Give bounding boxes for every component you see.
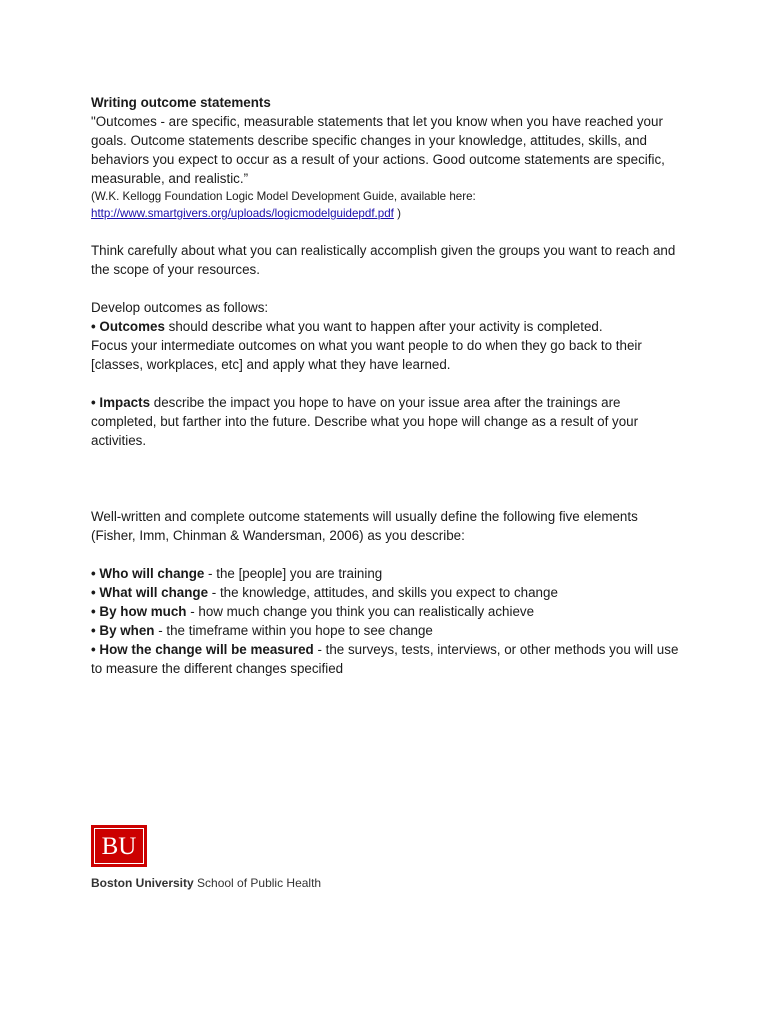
school-wordmark bbox=[91, 876, 321, 890]
citation-text: (W.K. Kellogg Foundation Logic Model Development Guide, available here: bbox=[91, 190, 476, 203]
outcomes-quote: "Outcomes - are specific, measurable statements that let you know when you have reached your goals. Outcome statements describe specific changes in your knowledge, attitudes, skills, and behaviors you expect to occur as a result of your actions. Good outcome statements are specific, measurable, and realistic.” bbox=[91, 114, 665, 186]
impacts-text: describe the impact you hope to have on your issue area after the trainings are completed, but farther into the future. Describe what you hope will change as a result of your activities. bbox=[91, 395, 639, 448]
list-item bbox=[91, 583, 681, 602]
element-term: By when bbox=[99, 623, 155, 638]
bullet-mark: • bbox=[91, 642, 100, 657]
list-item bbox=[91, 564, 681, 583]
bullet-mark: • bbox=[91, 623, 100, 638]
spacer bbox=[91, 222, 681, 241]
think-paragraph: Think carefully about what you can realistically accomplish given the groups you want to reach and the scope of your resources. bbox=[91, 243, 676, 277]
focus-paragraph: Focus your intermediate outcomes on what you want people to do when they go back to their [classes, workplaces, etc] and apply what they have learned. bbox=[91, 338, 642, 372]
list-item bbox=[91, 621, 681, 640]
bullet-mark: • bbox=[91, 604, 100, 619]
document-body bbox=[91, 93, 681, 678]
spacer bbox=[91, 545, 681, 564]
elements-list bbox=[91, 564, 681, 678]
document-heading: Writing outcome statements bbox=[91, 95, 271, 110]
outcomes-term: Outcomes bbox=[99, 319, 165, 334]
list-item bbox=[91, 640, 681, 678]
citation-close: ) bbox=[393, 207, 401, 220]
element-term: Who will change bbox=[99, 566, 205, 581]
university-name: Boston University bbox=[91, 876, 194, 890]
wellwritten-paragraph: Well-written and complete outcome statements will usually define the following five elements (Fisher, Imm, Chinman & Wandersman, 2006) as you describe: bbox=[91, 509, 638, 543]
develop-intro: Develop outcomes as follows: bbox=[91, 300, 269, 315]
bu-logo bbox=[91, 825, 147, 867]
impacts-term: Impacts bbox=[99, 395, 151, 410]
citation bbox=[91, 188, 681, 222]
citation-link[interactable]: http://www.smartgivers.org/uploads/logicmodelguidepdf.pdf bbox=[91, 207, 394, 220]
element-text: - the knowledge, attitudes, and skills you expect to change bbox=[208, 585, 558, 600]
spacer bbox=[91, 374, 681, 393]
element-text: - the surveys, tests, interviews, or other methods you will use to measure the different changes specified bbox=[91, 642, 679, 676]
element-term: How the change will be measured bbox=[99, 642, 314, 657]
impacts-bullet bbox=[91, 393, 681, 450]
element-text: - how much change you think you can realistically achieve bbox=[186, 604, 535, 619]
bu-logo-mark: BU bbox=[94, 828, 144, 864]
bullet-mark: • bbox=[91, 319, 100, 334]
school-name: School of Public Health bbox=[193, 876, 322, 890]
bullet-mark: • bbox=[91, 395, 100, 410]
bullet-mark: • bbox=[91, 585, 100, 600]
element-term: By how much bbox=[99, 604, 187, 619]
outcomes-bullet bbox=[91, 317, 681, 336]
spacer bbox=[91, 450, 681, 507]
element-text: - the timeframe within you hope to see change bbox=[154, 623, 433, 638]
list-item bbox=[91, 602, 681, 621]
element-text: - the [people] you are training bbox=[204, 566, 383, 581]
spacer bbox=[91, 279, 681, 298]
bullet-mark: • bbox=[91, 566, 100, 581]
element-term: What will change bbox=[99, 585, 209, 600]
outcomes-text: should describe what you want to happen after your activity is completed. bbox=[164, 319, 603, 334]
